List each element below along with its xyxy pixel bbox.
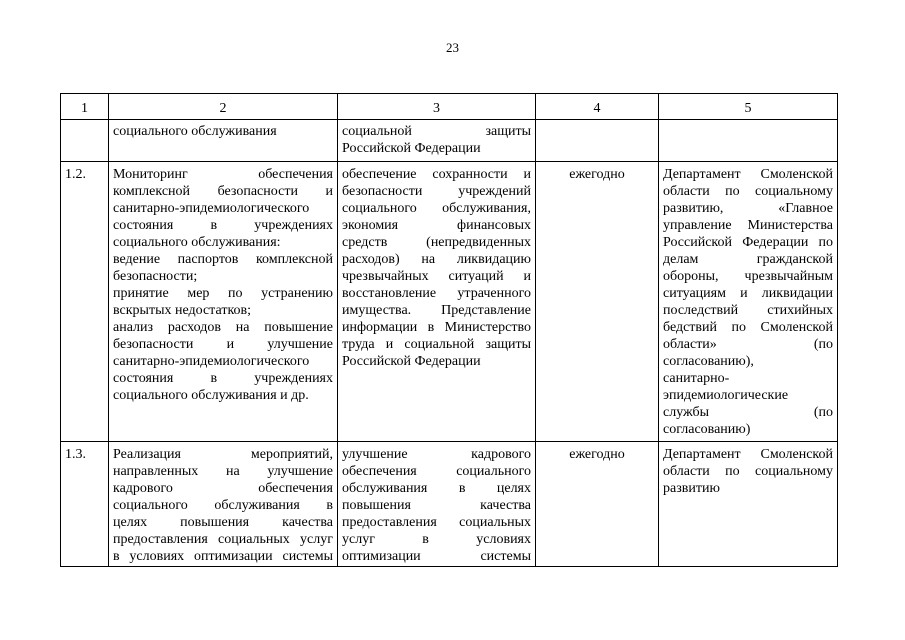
text-line: восстановление утраченного [342,286,531,301]
cell-number: 1.2. [61,162,109,442]
table-row-1-3 [61,442,838,567]
text-line: обеспечения социального [342,464,531,479]
text-line: социальной защиты [342,124,531,139]
text-line: состояния в учреждениях [113,371,333,386]
cell-measure [109,162,338,442]
text-line: согласованию), [663,354,754,369]
text-line: принятие мер по устранению [113,286,333,301]
text-line: санитарно-эпидемиологического [113,354,310,369]
text-line: Реализация мероприятий, [113,447,333,462]
text-line: управление Министерства [663,218,833,233]
cell-responsible [659,162,838,442]
column-header-1: 1 [61,94,109,120]
text-line: бедствий по Смоленской [663,320,833,335]
text-line: средств (непредвиденных [342,235,531,250]
page-number: 23 [446,40,459,55]
text-line: в условиях оптимизации системы [113,549,333,564]
cell-responsible [659,442,838,567]
text-line: безопасности учреждений [342,184,531,199]
text-line: социального обслуживания: [113,235,281,250]
text-line: службы (по [663,405,833,420]
text-line: безопасности; [113,269,198,284]
text-line: развитию, «Главное [663,201,833,216]
text-line: эпидемиологические [663,388,789,403]
text-line: вскрытых недостатков; [113,303,252,318]
text-line: состояния в учреждениях [113,218,333,233]
text-line: согласованию) [663,422,751,437]
text-line: целях повышения качества [113,515,333,530]
text-line: безопасности и улучшение [113,337,333,352]
text-line: области по социальному [663,184,833,199]
text-line: области по социальному [663,464,833,479]
cell-number: 1.3. [61,442,109,567]
cell-term [536,120,659,162]
text-line: повышения качества [342,498,531,513]
text-line: оптимизации системы [342,549,531,564]
cell-result [338,442,536,567]
text-line: санитарно- [663,371,730,386]
text-line: социального обслуживания и др. [113,388,309,403]
text-line: социального обслуживания в [113,498,333,513]
text-line: чрезвычайных ситуаций и [342,269,531,284]
text-line: расходов) на ликвидацию [342,252,531,267]
text-line: имущества. Представление [342,303,531,318]
text-line: кадрового обеспечения [113,481,333,496]
text-line: обеспечение сохранности и [342,167,531,182]
text-line: развитию [663,481,720,496]
text-line: обороны, чрезвычайным [663,269,833,284]
text-line: комплексной безопасности и [113,184,333,199]
table-row-1-2 [61,162,838,442]
text-line: Российской Федерации по [663,235,833,250]
cell-number [61,120,109,162]
text-line: информации в Министерство [342,320,531,335]
text-line: социального обслуживания [113,124,277,139]
text-line: ведение паспортов комплексной [113,252,333,267]
text-line: Департамент Смоленской [663,167,833,182]
measures-table [60,93,838,567]
cell-result [338,162,536,442]
text-line: Департамент Смоленской [663,447,833,462]
column-header-2: 2 [109,94,338,120]
cell-measure [109,120,338,162]
text-line: социального обслуживания, [342,201,531,216]
text-line: анализ расходов на повышение [113,320,333,335]
table-header-row [61,94,838,120]
text-line: области» (по [663,337,833,352]
text-line: экономия финансовых [342,218,531,233]
text-line: предоставления социальных [342,515,531,530]
text-line: Российской Федерации [342,141,481,156]
text-line: улучшение кадрового [342,447,531,462]
text-line: предоставления социальных услуг [113,532,333,547]
cell-term: ежегодно [536,442,659,567]
cell-result [338,120,536,162]
column-header-4: 4 [536,94,659,120]
text-line: обслуживания в целях [342,481,531,496]
text-line: делам гражданской [663,252,833,267]
column-header-3: 3 [338,94,536,120]
cell-responsible [659,120,838,162]
text-line: санитарно-эпидемиологического [113,201,310,216]
text-line: Мониторинг обеспечения [113,167,333,182]
text-line: ситуациям и ликвидации [663,286,833,301]
text-line: труда и социальной защиты [342,337,531,352]
cell-term: ежегодно [536,162,659,442]
table-row-continuation [61,120,838,162]
text-line: последствий стихийных [663,303,833,318]
column-header-5: 5 [659,94,838,120]
text-line: услуг в условиях [342,532,531,547]
text-line: Российской Федерации [342,354,481,369]
cell-measure [109,442,338,567]
text-line: направленных на улучшение [113,464,333,479]
